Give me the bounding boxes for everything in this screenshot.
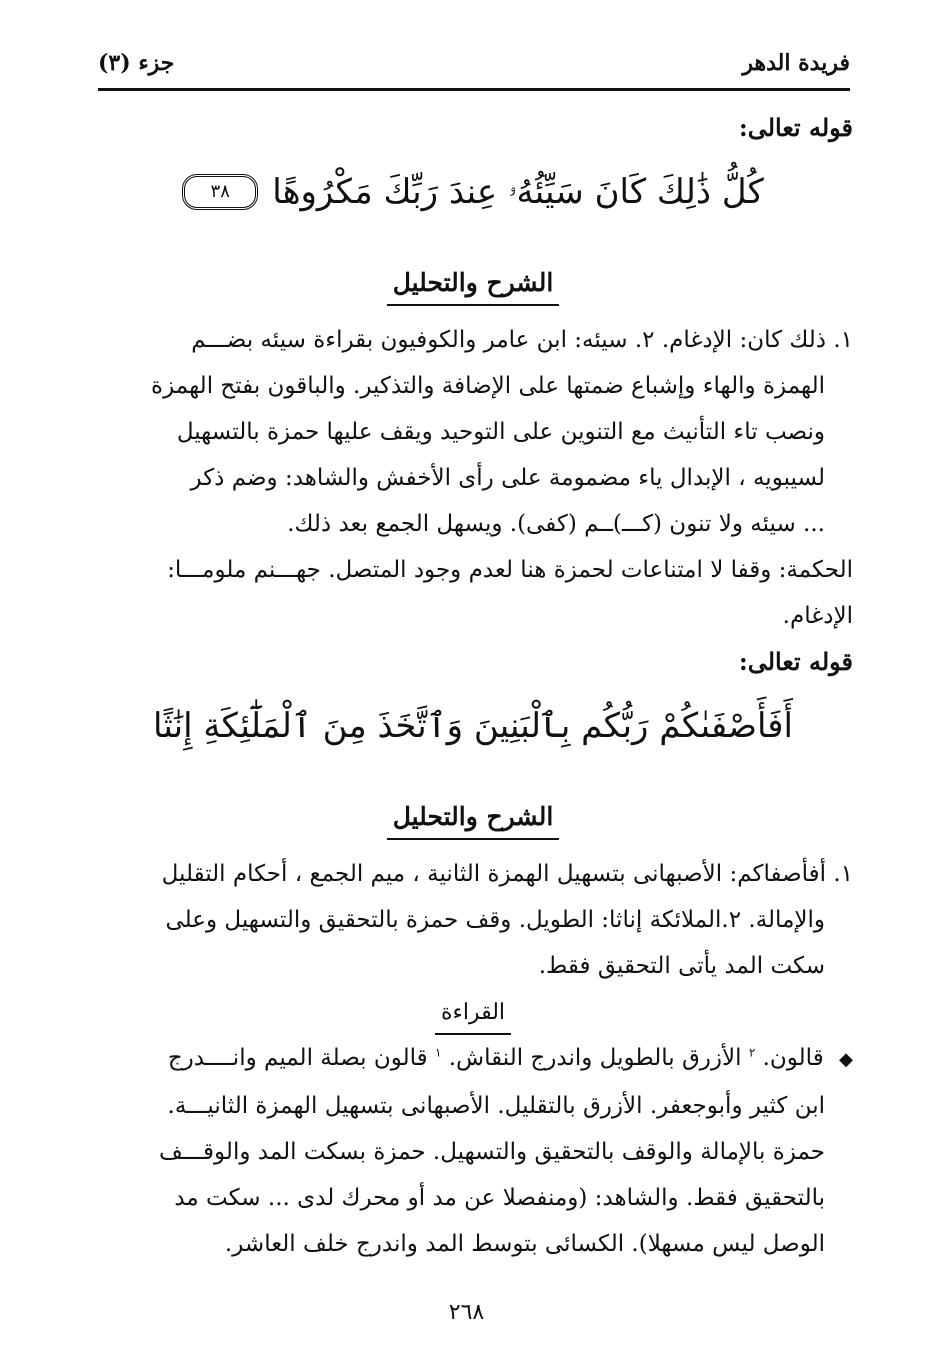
section-heading-1-text: الشرح والتحليل (387, 262, 560, 306)
sharh1-line-1: ١. ذلك كان: الإدغام. ٢. سيئه: ابن عامر والكوفيون بقراءة سيئه بضـــم (191, 327, 853, 353)
qiraa-line-1-part-b: الأزرق بالطويل واندرج النقاش. (448, 1045, 742, 1071)
qiraa-heading (93, 989, 853, 1035)
verse-number-badge: ٣٨ (182, 174, 258, 210)
qiraa-line-3: حمزة بالإمالة والوقف بالتحقيق والتسهيل. حمزة بسكت المد والوقـــف (159, 1139, 825, 1165)
footnote-ref-2: ٢ (748, 1045, 756, 1060)
sharh2-line-1: ١. أفأصفاكم: الأصبهانى بتسهيل الهمزة الثانية ، ميم الجمع ، أحكام التقليل (161, 861, 853, 887)
qiraa-line-2: ابن كثير وأبوجعفر. الأزرق بالتقليل. الأصبهانى بتسهيل الهمزة الثانيـــة. (167, 1093, 825, 1119)
verse-text-2: أَفَأَصْفَىٰكُمْ رَبُّكُم بِٱلْبَنِينَ وَٱتَّخَذَ مِنَ ٱلْمَلَٰٓئِكَةِ إِنَٰثًا (153, 706, 794, 746)
sharh1-line-3: ونصب تاء التأنيث مع التنوين على التوحيد ويقف عليها حمزة بالتسهيل (176, 419, 825, 445)
volume-label: جزء (٣) (98, 50, 175, 76)
verse-text-1: كُلُّ ذَٰلِكَ كَانَ سَيِّئُهُۥ عِندَ رَبِّكَ مَكْرُوهًا (272, 172, 764, 212)
sharh2-line-3: سكت المد يأتى التحقيق فقط. (538, 953, 825, 979)
quran-verse-2 (93, 685, 853, 767)
diamond-bullet-icon: ◆ (839, 1049, 853, 1070)
book-title: فريدة الدهر (742, 50, 850, 76)
page-content (93, 105, 853, 1267)
page-number: ٢٦٨ (448, 1300, 485, 1325)
qawl-heading-2: قوله تعالى: (738, 647, 853, 676)
quran-verse-1 (93, 151, 853, 233)
sharh2-line-2: والإمالة. ٢.الملائكة إناثا: الطويل. وقف حمزة بالتحقيق والتسهيل وعلى (165, 907, 825, 933)
section-heading-2 (93, 795, 853, 841)
section-heading-1 (93, 261, 853, 307)
footnote-ref-1: ١ (434, 1045, 442, 1060)
qiraa-line-4: بالتحقيق فقط. والشاهد: (ومنفصلا عن مد أو محرك لدى ... سكت مد (174, 1185, 825, 1211)
sharh1-line-5: ... سيئه ولا تنون (كـــ)ــم (كفى). ويسهل الجمع بعد ذلك. (287, 511, 825, 537)
qiraa-line-1-part-a: قالون. (762, 1045, 824, 1071)
qiraa-line-1 (93, 1035, 853, 1083)
running-head (98, 38, 850, 91)
hikma-line-2: الإدغام. (782, 603, 853, 629)
qiraa-line-5: الوصل ليس مسهلا). الكسائى بتوسط المد واندرج خلف العاشر. (224, 1231, 825, 1257)
sharh1-line-4: لسيبويه ، الإبدال ياء مضمومة على رأى الأخفش والشاهد: وضم ذكر (190, 465, 825, 491)
sharh1-line-2: الهمزة والهاء وإشباع ضمتها على الإضافة والتذكير. والباقون بفتح الهمزة (151, 373, 825, 399)
qiraa-line-1-part-c: قالون بصلة الميم وانــــدرج (167, 1045, 428, 1071)
qawl-heading-1: قوله تعالى: (738, 113, 853, 142)
qiraa-heading-text: القراءة (435, 993, 511, 1035)
section-heading-2-text: الشرح والتحليل (387, 796, 560, 840)
hikma-line-1: الحكمة: وقفا لا امتناعات لحمزة هنا لعدم وجود المتصل. جهـــنم ملومـــا: (167, 557, 853, 583)
